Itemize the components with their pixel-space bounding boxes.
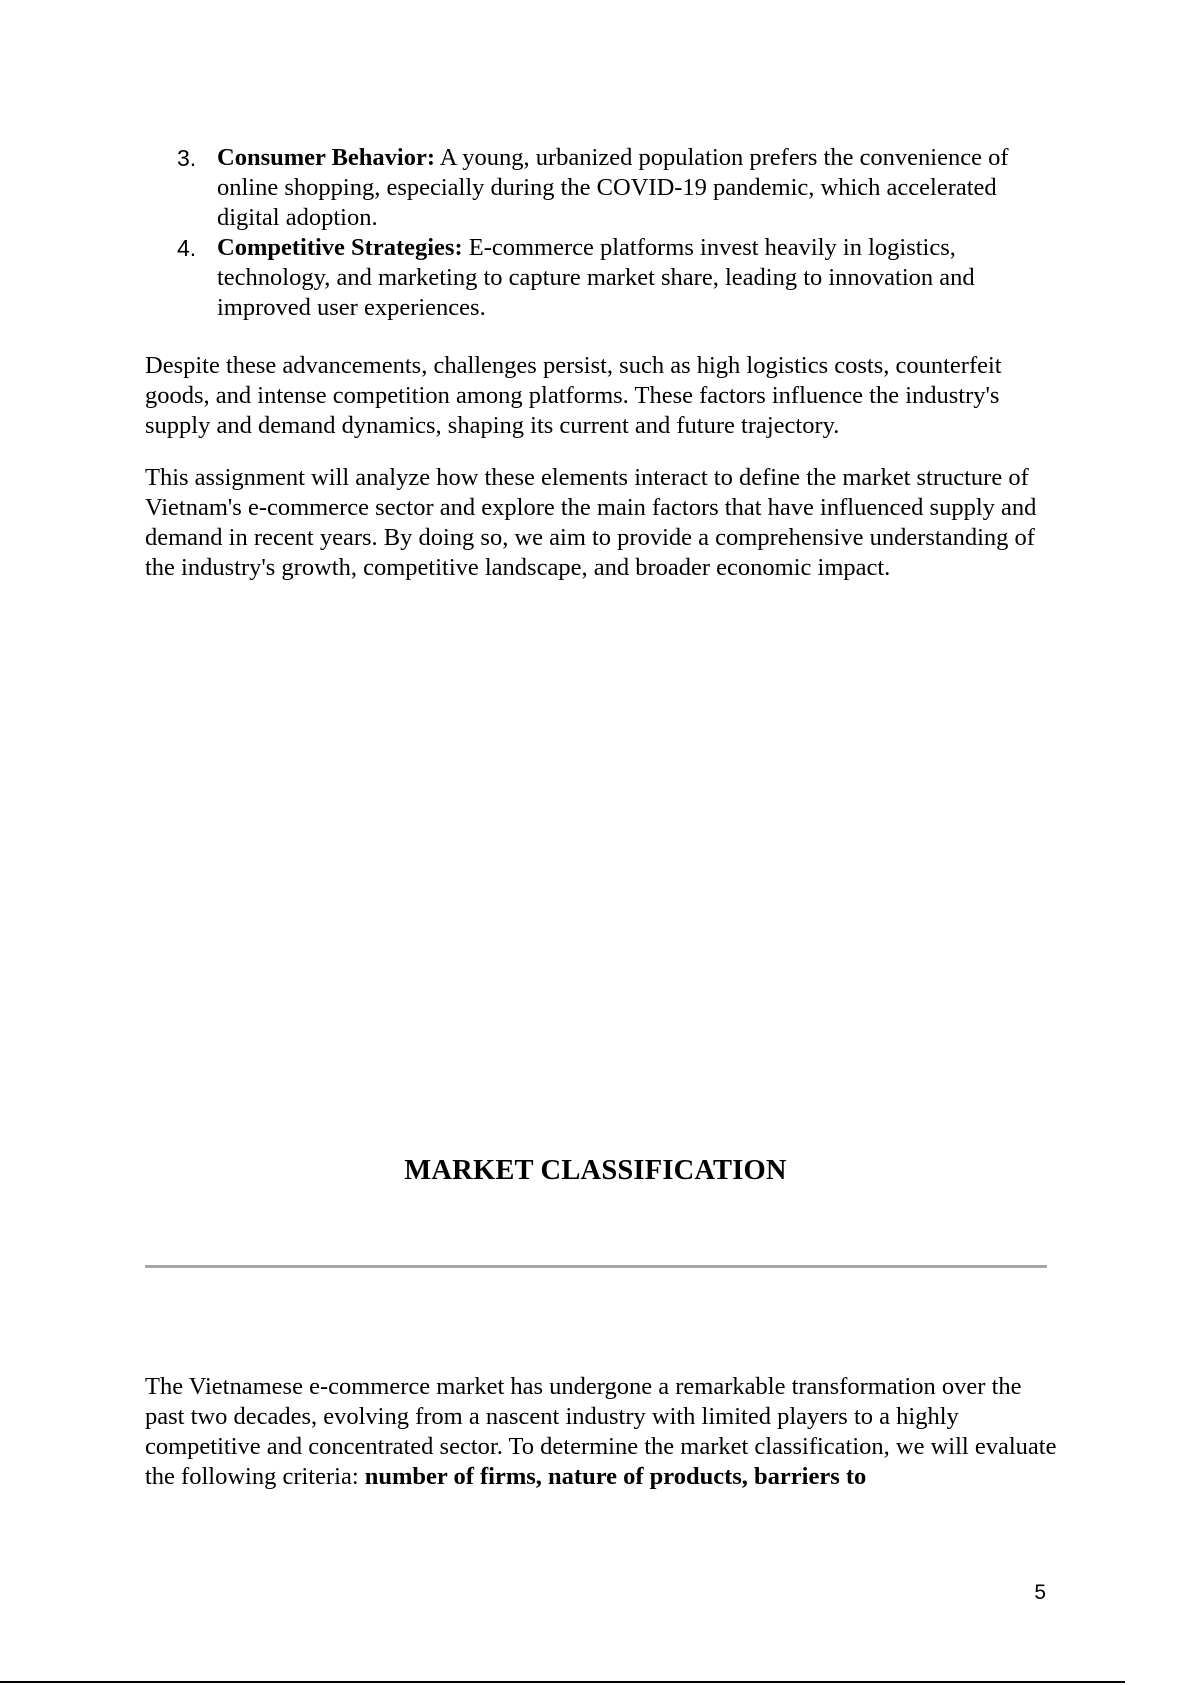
- list-item-text: A young, urbanized population prefers the convenience of online shopping, especially during the COVID-19 pandemic, which accelerated digital adoption.: [217, 144, 1009, 231]
- numbered-list: [145, 143, 1045, 323]
- list-item: [145, 143, 1045, 233]
- assignment-paragraph: This assignment will analyze how these elements interact to define the market structure of Vietnam's e-commerce sector and explore the main factors that have influenced supply and demand in recent years. By doing so, we aim to provide a comprehensive understanding of the industry's growth, competitive landscape, and broader economic impact.: [145, 464, 1037, 581]
- classification-intro-text: The Vietnamese e-commerce market has undergone a remarkable transformation over the past two decades, evolving from a nascent industry with limited players to a highly competitive and concentrated sector. To determine the market classification, we will evaluate the following criteria:: [145, 1373, 1057, 1490]
- page-bottom-border: [0, 1681, 1125, 1683]
- classification-criteria-text: number of firms, nature of products, barriers to: [364, 1463, 867, 1490]
- list-number: 3.: [177, 145, 197, 171]
- list-number: 4.: [177, 235, 197, 261]
- list-item-text: E-commerce platforms invest heavily in logistics, technology, and marketing to capture market share, leading to innovation and improved user experiences.: [217, 234, 975, 321]
- list-item: [145, 233, 1045, 323]
- page-number: 5: [1034, 1581, 1046, 1604]
- horizontal-divider: [145, 1265, 1047, 1268]
- classification-paragraph: [145, 1372, 1065, 1492]
- section-heading: MARKET CLASSIFICATION: [404, 1155, 787, 1186]
- list-item-label: Competitive Strategies:: [217, 234, 463, 261]
- list-item-label: Consumer Behavior:: [217, 144, 435, 171]
- challenges-paragraph: Despite these advancements, challenges persist, such as high logistics costs, counterfeit goods, and intense competition among platforms. These factors influence the industry's supply and demand dynamics, shaping its current and future trajectory.: [145, 352, 1002, 439]
